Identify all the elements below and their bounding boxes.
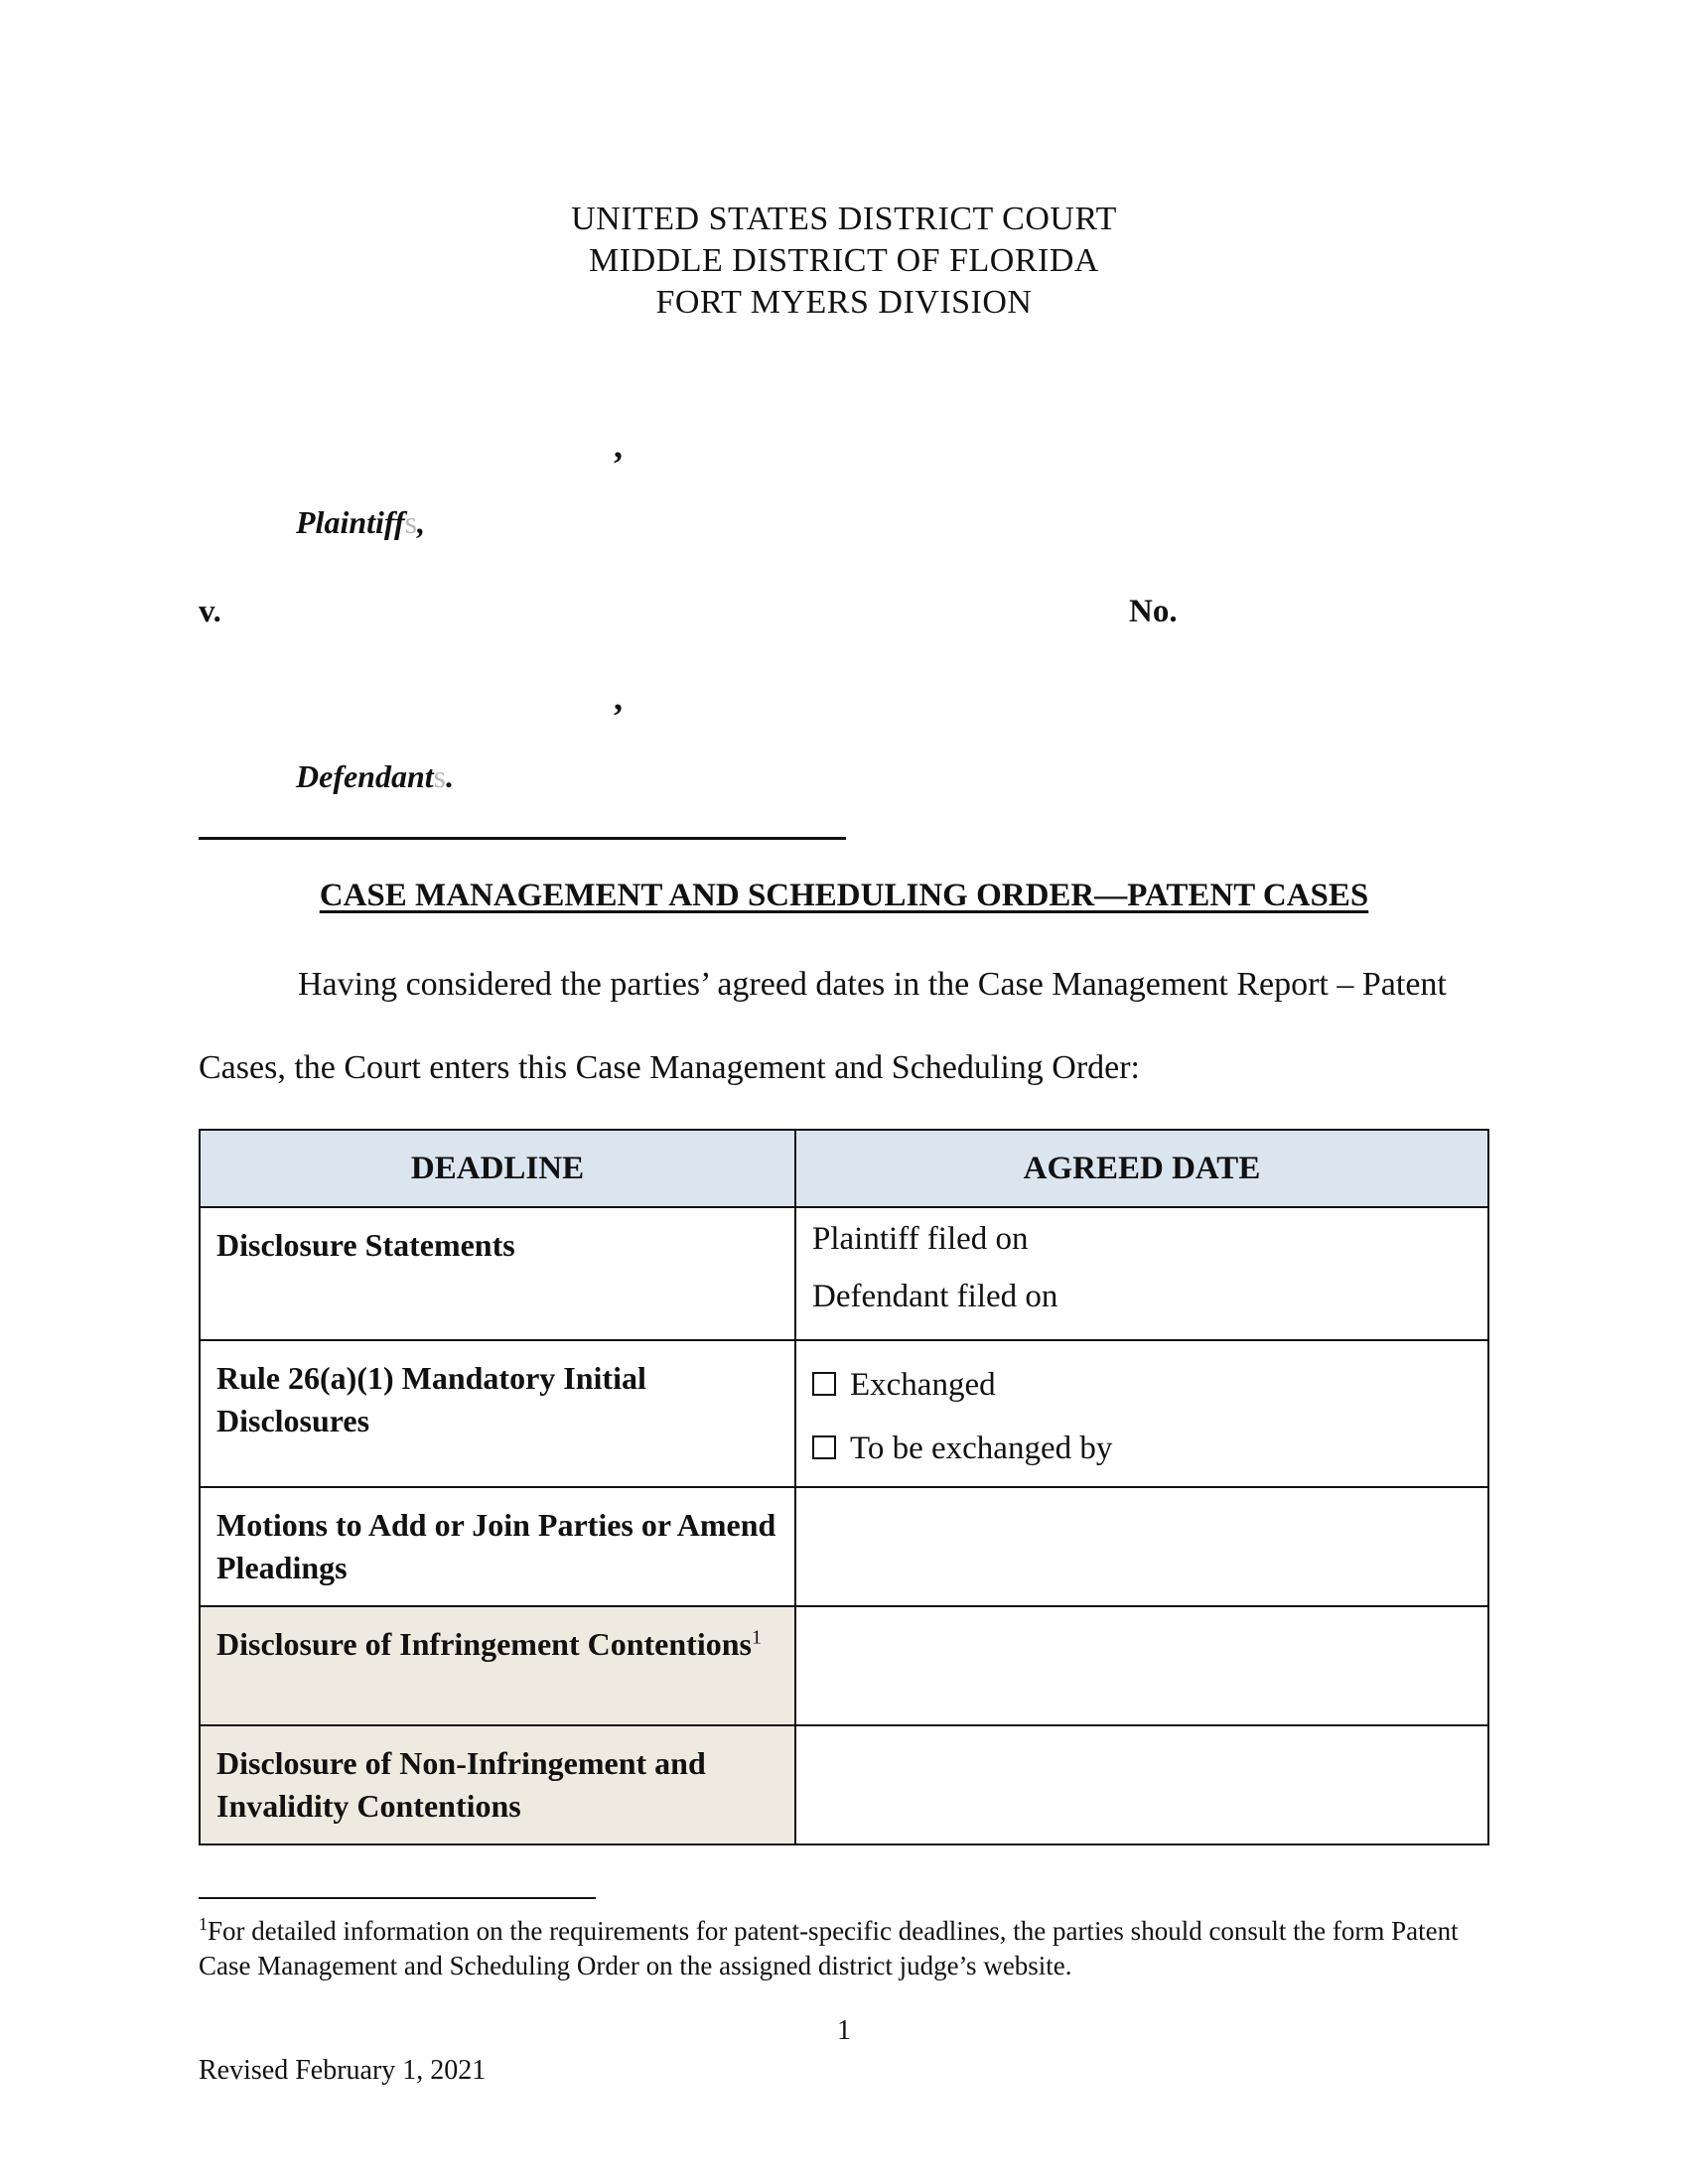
agreed-date-cell xyxy=(795,1207,1488,1340)
plaintiff-label-text: Plaintiff xyxy=(296,504,405,540)
footnote-text: For detailed information on the requirements for patent-specific deadlines, the parties should consult the form Patent Case Management and Scheduling Order on the assigned district judge’s website. xyxy=(199,1916,1459,1980)
footnote-reference: 1 xyxy=(751,1626,762,1649)
table-header-row xyxy=(200,1130,1488,1207)
defendant-label-suffix: . xyxy=(446,758,455,794)
agreed-date-cell-empty[interactable] xyxy=(795,1606,1488,1725)
deadline-cell xyxy=(200,1487,795,1606)
intro-paragraph xyxy=(199,943,1489,1110)
deadline-cell xyxy=(200,1207,795,1340)
option-to-be-exchanged[interactable] xyxy=(812,1417,1472,1480)
table-row xyxy=(200,1340,1488,1487)
defendant-label-faint-s: s xyxy=(433,758,447,794)
defendant-label-text: Defendant xyxy=(296,758,434,794)
page-number: 1 xyxy=(837,2015,851,2046)
option-to-be-exchanged-label: To be exchanged by xyxy=(850,1431,1113,1466)
agreed-date-cell-empty[interactable] xyxy=(795,1725,1488,1844)
footnote-marker: 1 xyxy=(199,1914,208,1934)
deadline-infringement-contentions: Disclosure of Infringement Contentions xyxy=(216,1626,752,1662)
deadline-cell xyxy=(200,1725,795,1844)
deadline-disclosure-statements: Disclosure Statements xyxy=(216,1227,515,1263)
option-exchanged[interactable] xyxy=(812,1353,1472,1417)
plaintiff-label-faint-s: s xyxy=(404,504,418,540)
table-row xyxy=(200,1725,1488,1844)
revision-date: Revised February 1, 2021 xyxy=(199,2055,487,2086)
document-title: CASE MANAGEMENT AND SCHEDULING ORDER—PATENT CASES xyxy=(319,878,1369,913)
agreed-date-cell xyxy=(795,1340,1488,1487)
defendant-name-comma: , xyxy=(614,678,623,718)
plaintiff-label xyxy=(296,504,425,541)
checkbox-to-be-exchanged[interactable] xyxy=(812,1435,836,1459)
checkbox-exchanged[interactable] xyxy=(812,1372,836,1396)
agreed-date-cell-empty[interactable] xyxy=(795,1487,1488,1606)
header-agreed-date: AGREED DATE xyxy=(795,1130,1488,1207)
caption-divider xyxy=(199,837,846,840)
intro-text: Having considered the parties’ agreed dates in the Case Management Report – Patent Cases, the Court enters this Case Management and Scheduling Order: xyxy=(199,966,1447,1086)
footnote-divider xyxy=(199,1897,596,1899)
case-number-label: No. xyxy=(1129,594,1178,629)
court-name: UNITED STATES DISTRICT COURT xyxy=(571,201,1117,237)
table-row xyxy=(200,1207,1488,1340)
defendant-filed-on: Defendant filed on xyxy=(812,1279,1058,1314)
deadline-motions-to-add: Motions to Add or Join Parties or Amend Pleadings xyxy=(216,1507,776,1585)
deadline-non-infringement-contentions: Disclosure of Non-Infringement and Invalidity Contentions xyxy=(216,1745,706,1824)
plaintiff-name-comma: , xyxy=(614,426,623,466)
deadline-initial-disclosures: Rule 26(a)(1) Mandatory Initial Disclosures xyxy=(216,1360,646,1438)
versus: v. xyxy=(199,594,221,629)
option-exchanged-label: Exchanged xyxy=(850,1367,996,1403)
court-header xyxy=(0,199,1688,324)
schedule-table xyxy=(199,1129,1489,1845)
table-row xyxy=(200,1487,1488,1606)
header-deadline: DEADLINE xyxy=(200,1130,795,1207)
deadline-cell xyxy=(200,1340,795,1487)
deadline-cell xyxy=(200,1606,795,1725)
footnote xyxy=(199,1914,1499,1983)
defendant-label xyxy=(296,758,454,795)
plaintiff-label-suffix: , xyxy=(417,504,426,540)
court-district: MIDDLE DISTRICT OF FLORIDA xyxy=(589,242,1099,279)
plaintiff-filed-on: Plaintiff filed on xyxy=(812,1221,1029,1257)
table-row xyxy=(200,1606,1488,1725)
court-division: FORT MYERS DIVISION xyxy=(655,284,1033,321)
